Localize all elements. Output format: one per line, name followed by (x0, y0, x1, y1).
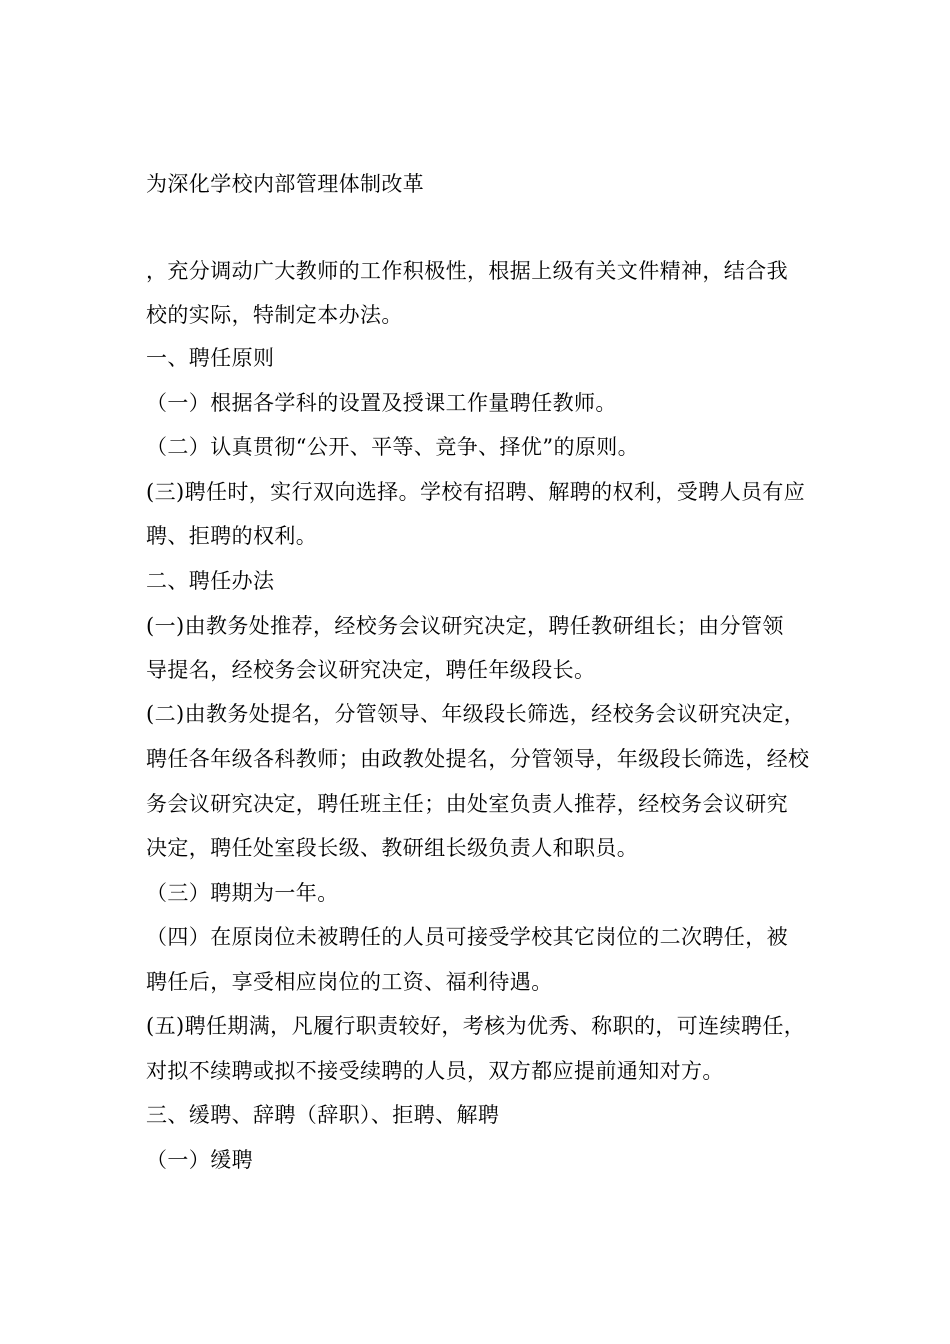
paragraph-line: (一)由教务处推荐，经校务会议研究决定，聘任教研组长；由分管领 (146, 614, 784, 638)
paragraph-line: （一）根据各学科的设置及授课工作量聘任教师。 (146, 391, 617, 415)
paragraph-line: 聘、拒聘的权利。 (146, 524, 318, 548)
paragraph-line: 务会议研究决定，聘任班主任；由处室负责人推荐，经校务会议研究 (146, 792, 788, 816)
section-heading: 二、聘任办法 (146, 569, 275, 593)
paragraph-line: （三）聘期为一年。 (146, 881, 339, 905)
paragraph-line: （一）缓聘 (146, 1148, 253, 1172)
paragraph-line: 决定，聘任处室段长级、教研组长级负责人和职员。 (146, 836, 639, 860)
paragraph-line: 聘任后，享受相应岗位的工资、福利待遇。 (146, 970, 553, 994)
paragraph-line: 对拟不续聘或拟不接受续聘的人员，双方都应提前通知对方。 (146, 1059, 724, 1083)
section-heading: 三、缓聘、辞聘（辞职）、拒聘、解聘 (146, 1103, 500, 1127)
paragraph-line: ，充分调动广大教师的工作积极性，根据上级有关文件精神，结合我 (146, 259, 788, 283)
paragraph-line: 聘任各年级各科教师；由政教处提名，分管领导，年级段长筛选，经校 (146, 747, 810, 771)
document-title-line: 为深化学校内部管理体制改革 (146, 172, 425, 196)
paragraph-line: 校的实际，特制定本办法。 (146, 303, 403, 327)
section-heading: 一、聘任原则 (146, 346, 275, 370)
paragraph-line: 导提名，经校务会议研究决定，聘任年级段长。 (146, 658, 596, 682)
paragraph-line: （四）在原岗位未被聘任的人员可接受学校其它岗位的二次聘任，被 (146, 925, 788, 949)
paragraph-line: (三)聘任时，实行双向选择。学校有招聘、解聘的权利，受聘人员有应 (146, 480, 806, 504)
paragraph-line: （二）认真贯彻“公开、平等、竞争、择优”的原则。 (146, 435, 640, 459)
paragraph-line: (二)由教务处提名，分管领导、年级段长筛选，经校务会议研究决定， (146, 702, 806, 726)
paragraph-line: (五)聘任期满，凡履行职责较好，考核为优秀、称职的，可连续聘任， (146, 1014, 806, 1038)
